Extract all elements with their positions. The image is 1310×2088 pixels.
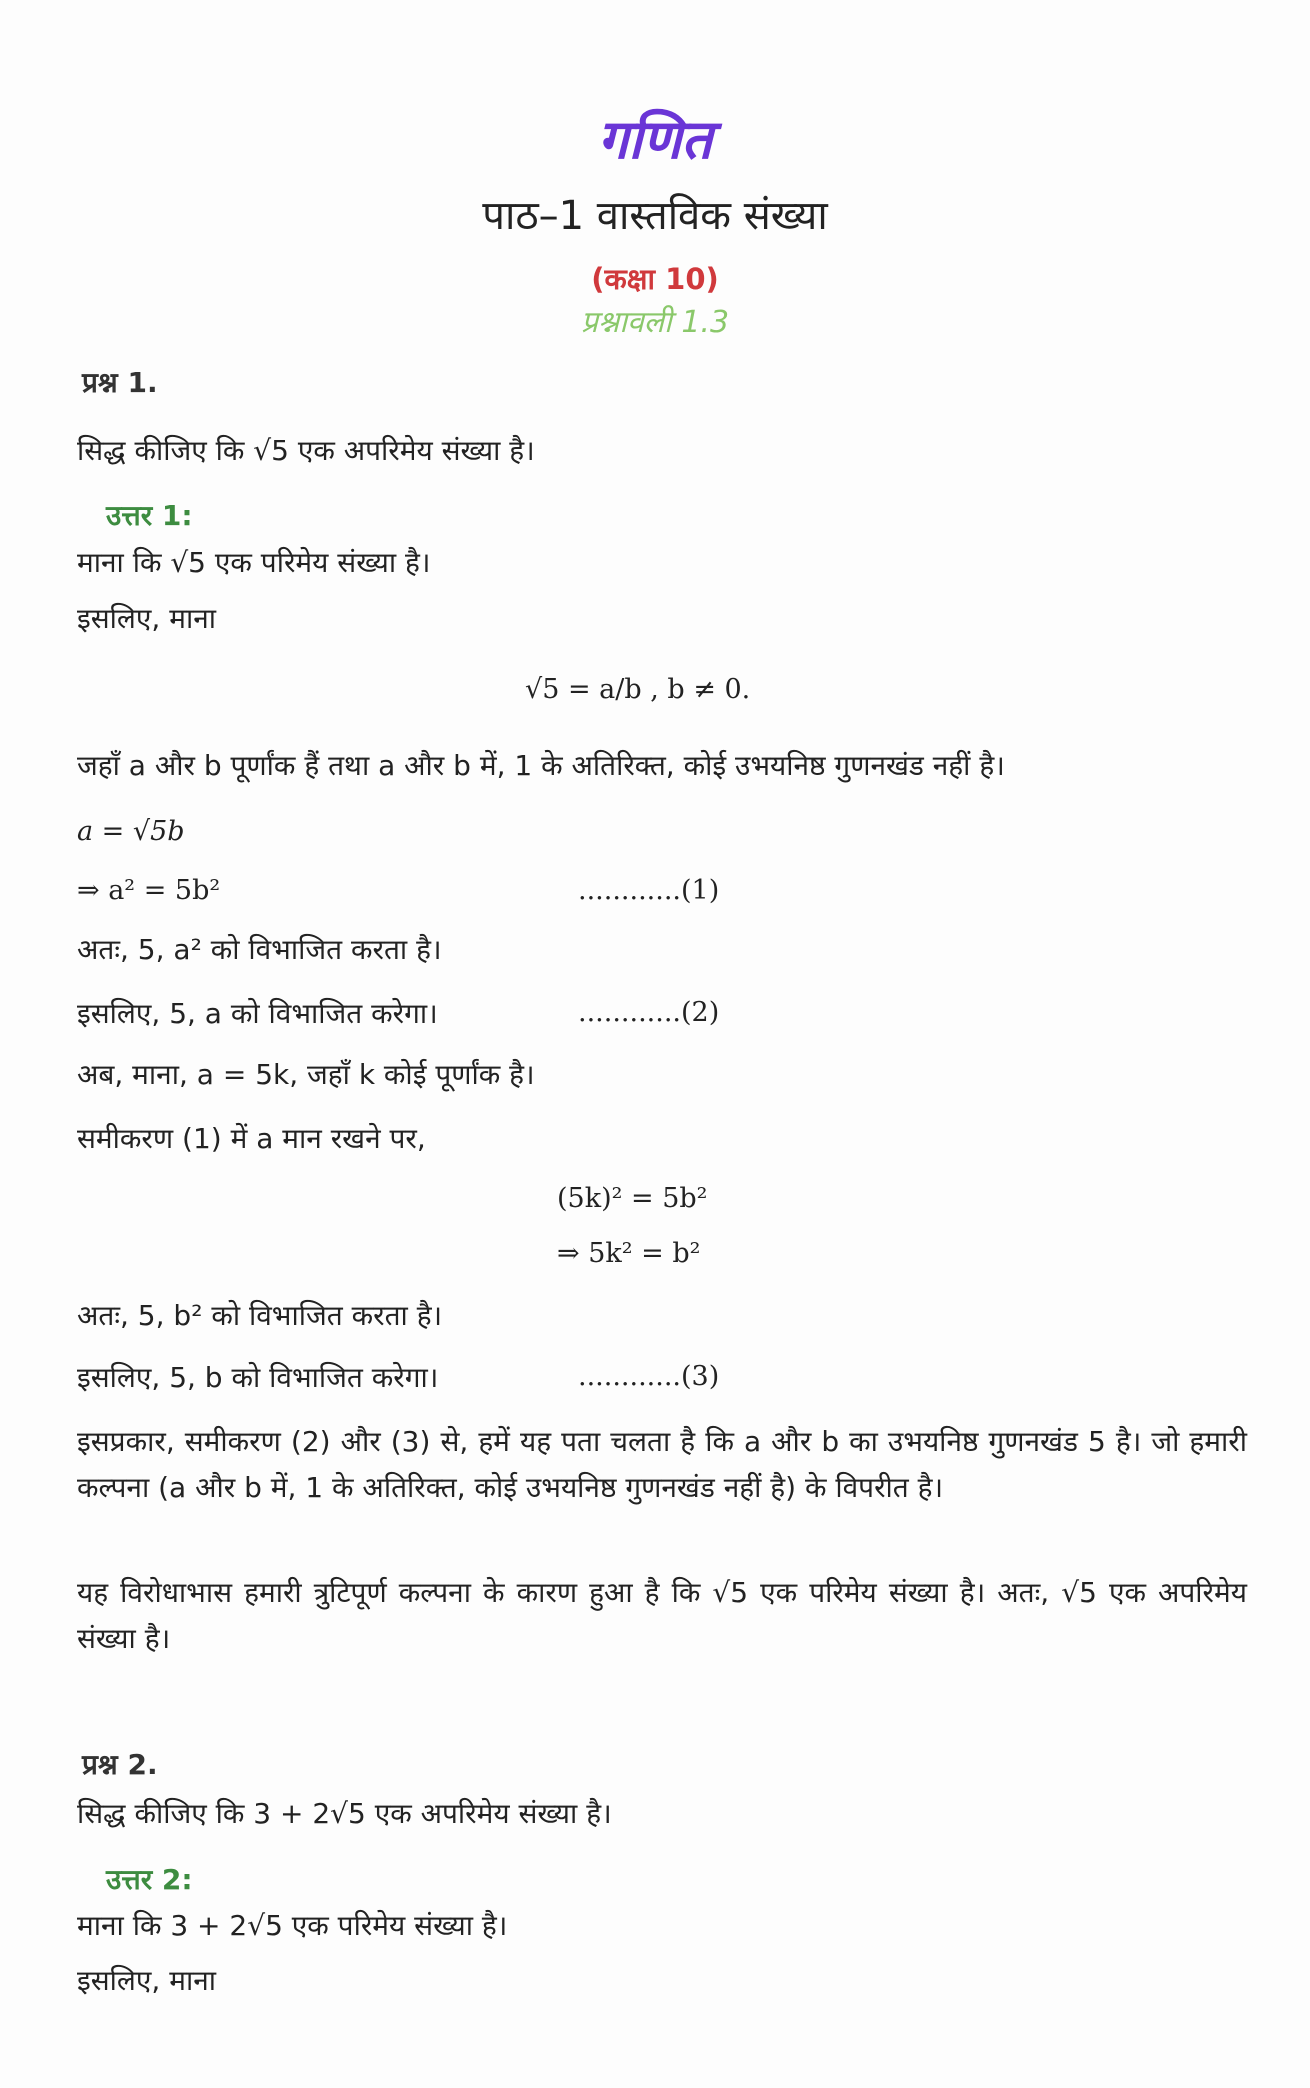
equation-ref-2: ............(2) xyxy=(578,997,720,1028)
equation-ref-1: ............(1) xyxy=(578,875,720,906)
equation: √5 = a/b , b ≠ 0. xyxy=(525,674,751,705)
answer-1-label: उत्तर 1: xyxy=(106,499,193,532)
answer-line: समीकरण (1) में a मान रखने पर, xyxy=(77,1122,426,1155)
answer-line: अतः, 5, a² को विभाजित करता है। xyxy=(77,933,442,966)
answer-line: अतः, 5, b² को विभाजित करता है। xyxy=(77,1299,443,1332)
answer-line: इसलिए, 5, a को विभाजित करेगा। xyxy=(77,997,438,1030)
equation: a = √5b xyxy=(77,816,185,847)
answer-2-label: उत्तर 2: xyxy=(106,1863,193,1896)
conclusion-paragraph: यह विरोधाभास हमारी त्रुटिपूर्ण कल्पना के कारण हुआ है कि √5 एक परिमेय संख्या है। अतः, √5 एक अपरिमेय संख्या है। xyxy=(77,1576,1247,1655)
answer-line: इसलिए, माना xyxy=(77,1964,216,1997)
answer-line: अब, माना, a = 5k, जहाँ k कोई पूर्णांक है। xyxy=(77,1058,535,1091)
answer-line: माना कि 3 + 2√5 एक परिमेय संख्या है। xyxy=(77,1909,508,1942)
question-1-label: प्रश्न 1. xyxy=(82,366,158,399)
answer-line: इसलिए, माना xyxy=(77,602,216,635)
answer-line: इसलिए, 5, b को विभाजित करेगा। xyxy=(77,1361,439,1394)
answer-line: माना कि √5 एक परिमेय संख्या है। xyxy=(77,546,431,579)
equation-ref-3: ............(3) xyxy=(578,1361,720,1392)
question-1-text: सिद्ध कीजिए कि √5 एक अपरिमेय संख्या है। xyxy=(77,434,535,467)
page-title: गणित xyxy=(597,108,713,171)
class-label: (कक्षा 10) xyxy=(591,262,719,296)
question-2-text: सिद्ध कीजिए कि 3 + 2√5 एक अपरिमेय संख्या है। xyxy=(77,1797,612,1830)
chapter-title: पाठ–1 वास्तविक संख्या xyxy=(482,193,828,239)
equation: ⇒ a² = 5b² xyxy=(77,875,221,906)
exercise-label: प्रश्नावली 1.3 xyxy=(580,305,730,340)
question-2-label: प्रश्न 2. xyxy=(82,1748,158,1781)
conclusion-paragraph: इसप्रकार, समीकरण (2) और (3) से, हमें यह पता चलता है कि a और b का उभयनिष्ठ गुणनखंड 5 है। जो हमारी कल्पना (a और b में, 1 के अतिरिक्त, कोई उभयनिष्ठ गुणनखंड नहीं है) के विपरीत है। xyxy=(77,1425,1247,1504)
answer-line: जहाँ a और b पूर्णांक हैं तथा a और b में, 1 के अतिरिक्त, कोई उभयनिष्ठ गुणनखंड नहीं है। xyxy=(77,749,1005,782)
equation: ⇒ 5k² = b² xyxy=(557,1238,701,1269)
equation: (5k)² = 5b² xyxy=(557,1183,708,1214)
